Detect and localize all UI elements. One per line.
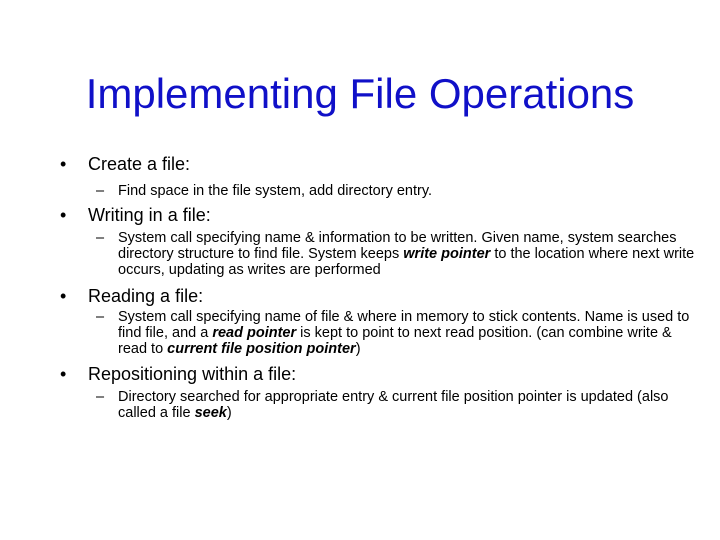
sub-marker: –	[96, 183, 105, 199]
bullet-marker: •	[60, 154, 67, 174]
bullet-heading: Writing in a file:	[88, 205, 211, 225]
sub-text	[118, 389, 696, 421]
emphasis-text: seek	[194, 405, 227, 421]
sub-text-run: to the location where next write occurs, updating as writes are performed	[118, 246, 695, 278]
sub-text	[118, 230, 696, 278]
bullet-marker: •	[60, 286, 67, 306]
slide-title: Implementing File Operations	[85, 70, 635, 117]
sub-text-run: )	[355, 341, 361, 357]
sub-text-run: System call specifying name & information to be written. Given name, system searches directory structure to find file. System keeps	[118, 230, 677, 262]
sub-item	[96, 183, 696, 199]
bullet-heading: Reading a file:	[88, 286, 204, 306]
sub-text-run: System call specifying name of file & where in memory to stick contents. Name is used to find file, and a	[118, 309, 690, 341]
sub-text-run: Find space in the file system, add directory entry.	[118, 183, 433, 199]
bullet-marker: •	[60, 364, 67, 384]
sub-item	[96, 389, 696, 421]
sub-text-run: is kept to point to next read position. (can combine write & read to	[118, 325, 672, 357]
sub-text-run: Directory searched for appropriate entry & current file position pointer is updated (also called a file	[118, 389, 669, 421]
emphasis-text: current file position pointer	[167, 341, 356, 357]
bullet-marker: •	[60, 205, 67, 225]
bullet-heading: Repositioning within a file:	[88, 364, 297, 384]
sub-text-run: )	[226, 405, 232, 421]
emphasis-text: write pointer	[403, 246, 491, 262]
sub-text	[118, 309, 696, 357]
sub-marker: –	[96, 309, 105, 325]
sub-marker: –	[96, 389, 105, 405]
sub-marker: –	[96, 230, 105, 246]
sub-item	[96, 230, 696, 278]
bullet-heading: Create a file:	[88, 154, 191, 174]
emphasis-text: read pointer	[212, 325, 297, 341]
sub-item	[96, 309, 696, 357]
sub-text	[118, 183, 696, 199]
